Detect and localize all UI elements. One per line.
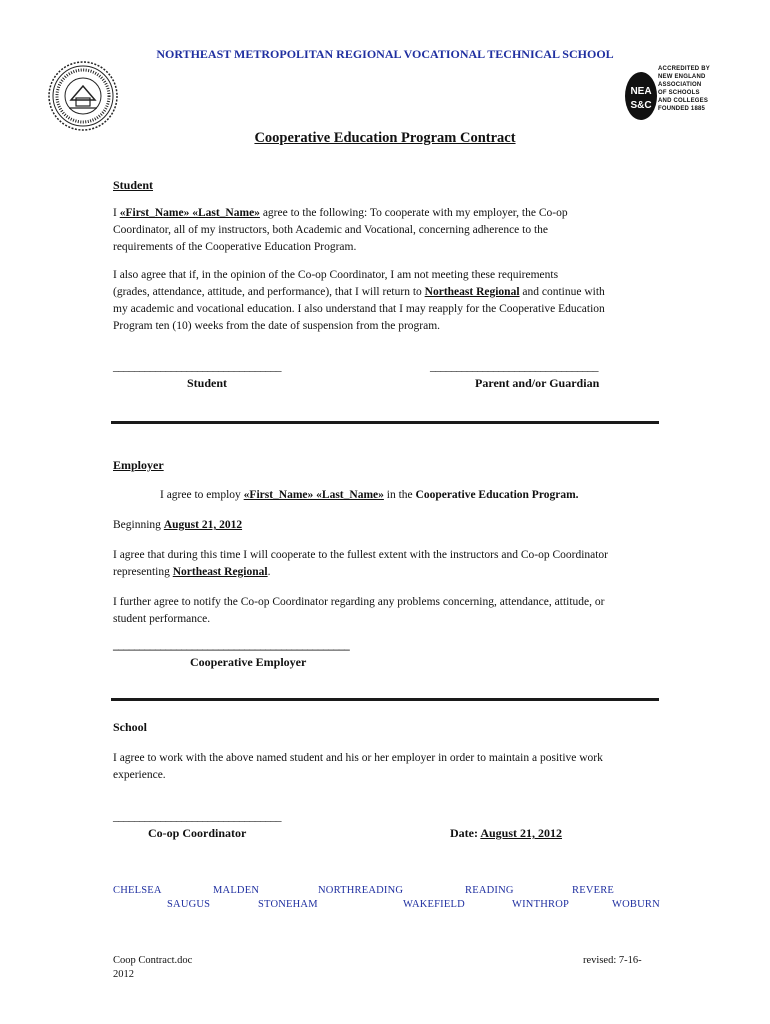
town-name: WAKEFIELD — [403, 899, 465, 910]
footer-revised: revised: 7-16- — [583, 955, 642, 966]
coordinator-signature-line: ________________________________ — [113, 811, 281, 823]
town-name: MALDEN — [213, 885, 260, 896]
school-paragraph: I agree to work with the above named student and his or her employer in order to maintain a positive work experience. — [113, 752, 603, 781]
employer-signature-label: Cooperative Employer — [190, 655, 307, 669]
student-heading: Student — [113, 178, 154, 192]
school-seal-icon — [47, 60, 119, 132]
student-signature-line: ________________________________ — [113, 361, 281, 373]
town-name: WOBURN — [612, 899, 660, 910]
student-paragraph-2: I also agree that if, in the opinion of the Co-op Coordinator, I am not meeting these requirements (grades, attendance, attitude, and performance), that I will return to Northeast Regional and continue with my academic and vocational education. I also understand that I may reapply for the Cooperative Education Program ten (10) weeks from the date of suspension from the program. — [113, 269, 605, 332]
employer-signature-line: _____________________________________________ — [113, 640, 350, 652]
school-heading: School — [113, 720, 148, 734]
employer-agreement-line: I agree to employ «First_Name» «Last_Name» in the Cooperative Education Program. — [160, 489, 579, 501]
school-name: NORTHEAST METROPOLITAN REGIONAL VOCATIONAL TECHNICAL SCHOOL — [156, 47, 614, 61]
parent-signature-line: ________________________________ — [430, 361, 598, 373]
student-signature-label: Student — [187, 376, 228, 390]
footer-filename: Coop Contract.doc 2012 — [113, 955, 193, 980]
accreditation-text: ACCREDITED BY NEW ENGLAND ASSOCIATION OF SCHOOLS AND COLLEGES FOUNDED 1885 — [658, 66, 710, 112]
employer-paragraph-cooperate: I agree that during this time I will cooperate to the fullest extent with the instructors and Co-op Coordinator representing Northeast Regional. — [113, 549, 609, 578]
student-paragraph-1: I «First_Name» «Last_Name» agree to the following: To cooperate with my employer, the Co-op Coordinator, all of my instructors, both Academic and Vocational, concerning adherence to the requirements of the Cooperative Education Program. — [113, 207, 568, 253]
section-divider — [111, 421, 659, 424]
neasc-emblem-icon — [624, 62, 658, 122]
parent-signature-label: Parent and/or Guardian — [475, 376, 600, 390]
town-name: WINTHROP — [512, 899, 570, 910]
town-name: REVERE — [572, 885, 615, 896]
beginning-date-line: Beginning August 21, 2012 — [113, 519, 243, 531]
town-name: SAUGUS — [167, 899, 211, 910]
employer-paragraph-notify: I further agree to notify the Co-op Coordinator regarding any problems concerning, attendance, attitude, or student performance. — [113, 596, 605, 625]
document-title: Cooperative Education Program Contract — [254, 130, 516, 146]
town-name: CHELSEA — [113, 885, 162, 896]
svg-text:NEA: NEA — [630, 86, 652, 97]
svg-text:S&C: S&C — [630, 100, 652, 111]
neasc-accreditation-logo — [624, 62, 728, 122]
coordinator-signature-label: Co-op Coordinator — [148, 826, 247, 840]
town-name: NORTHREADING — [318, 885, 404, 896]
town-name: READING — [465, 885, 514, 896]
employer-heading: Employer — [113, 458, 164, 472]
beginning-date: August 21, 2012 — [163, 519, 243, 531]
town-name: STONEHAM — [258, 899, 318, 910]
coordinator-date: Date: August 21, 2012 — [450, 826, 563, 840]
section-divider — [111, 698, 659, 701]
student-name-field: «First_Name» «Last_Name» — [119, 207, 260, 219]
